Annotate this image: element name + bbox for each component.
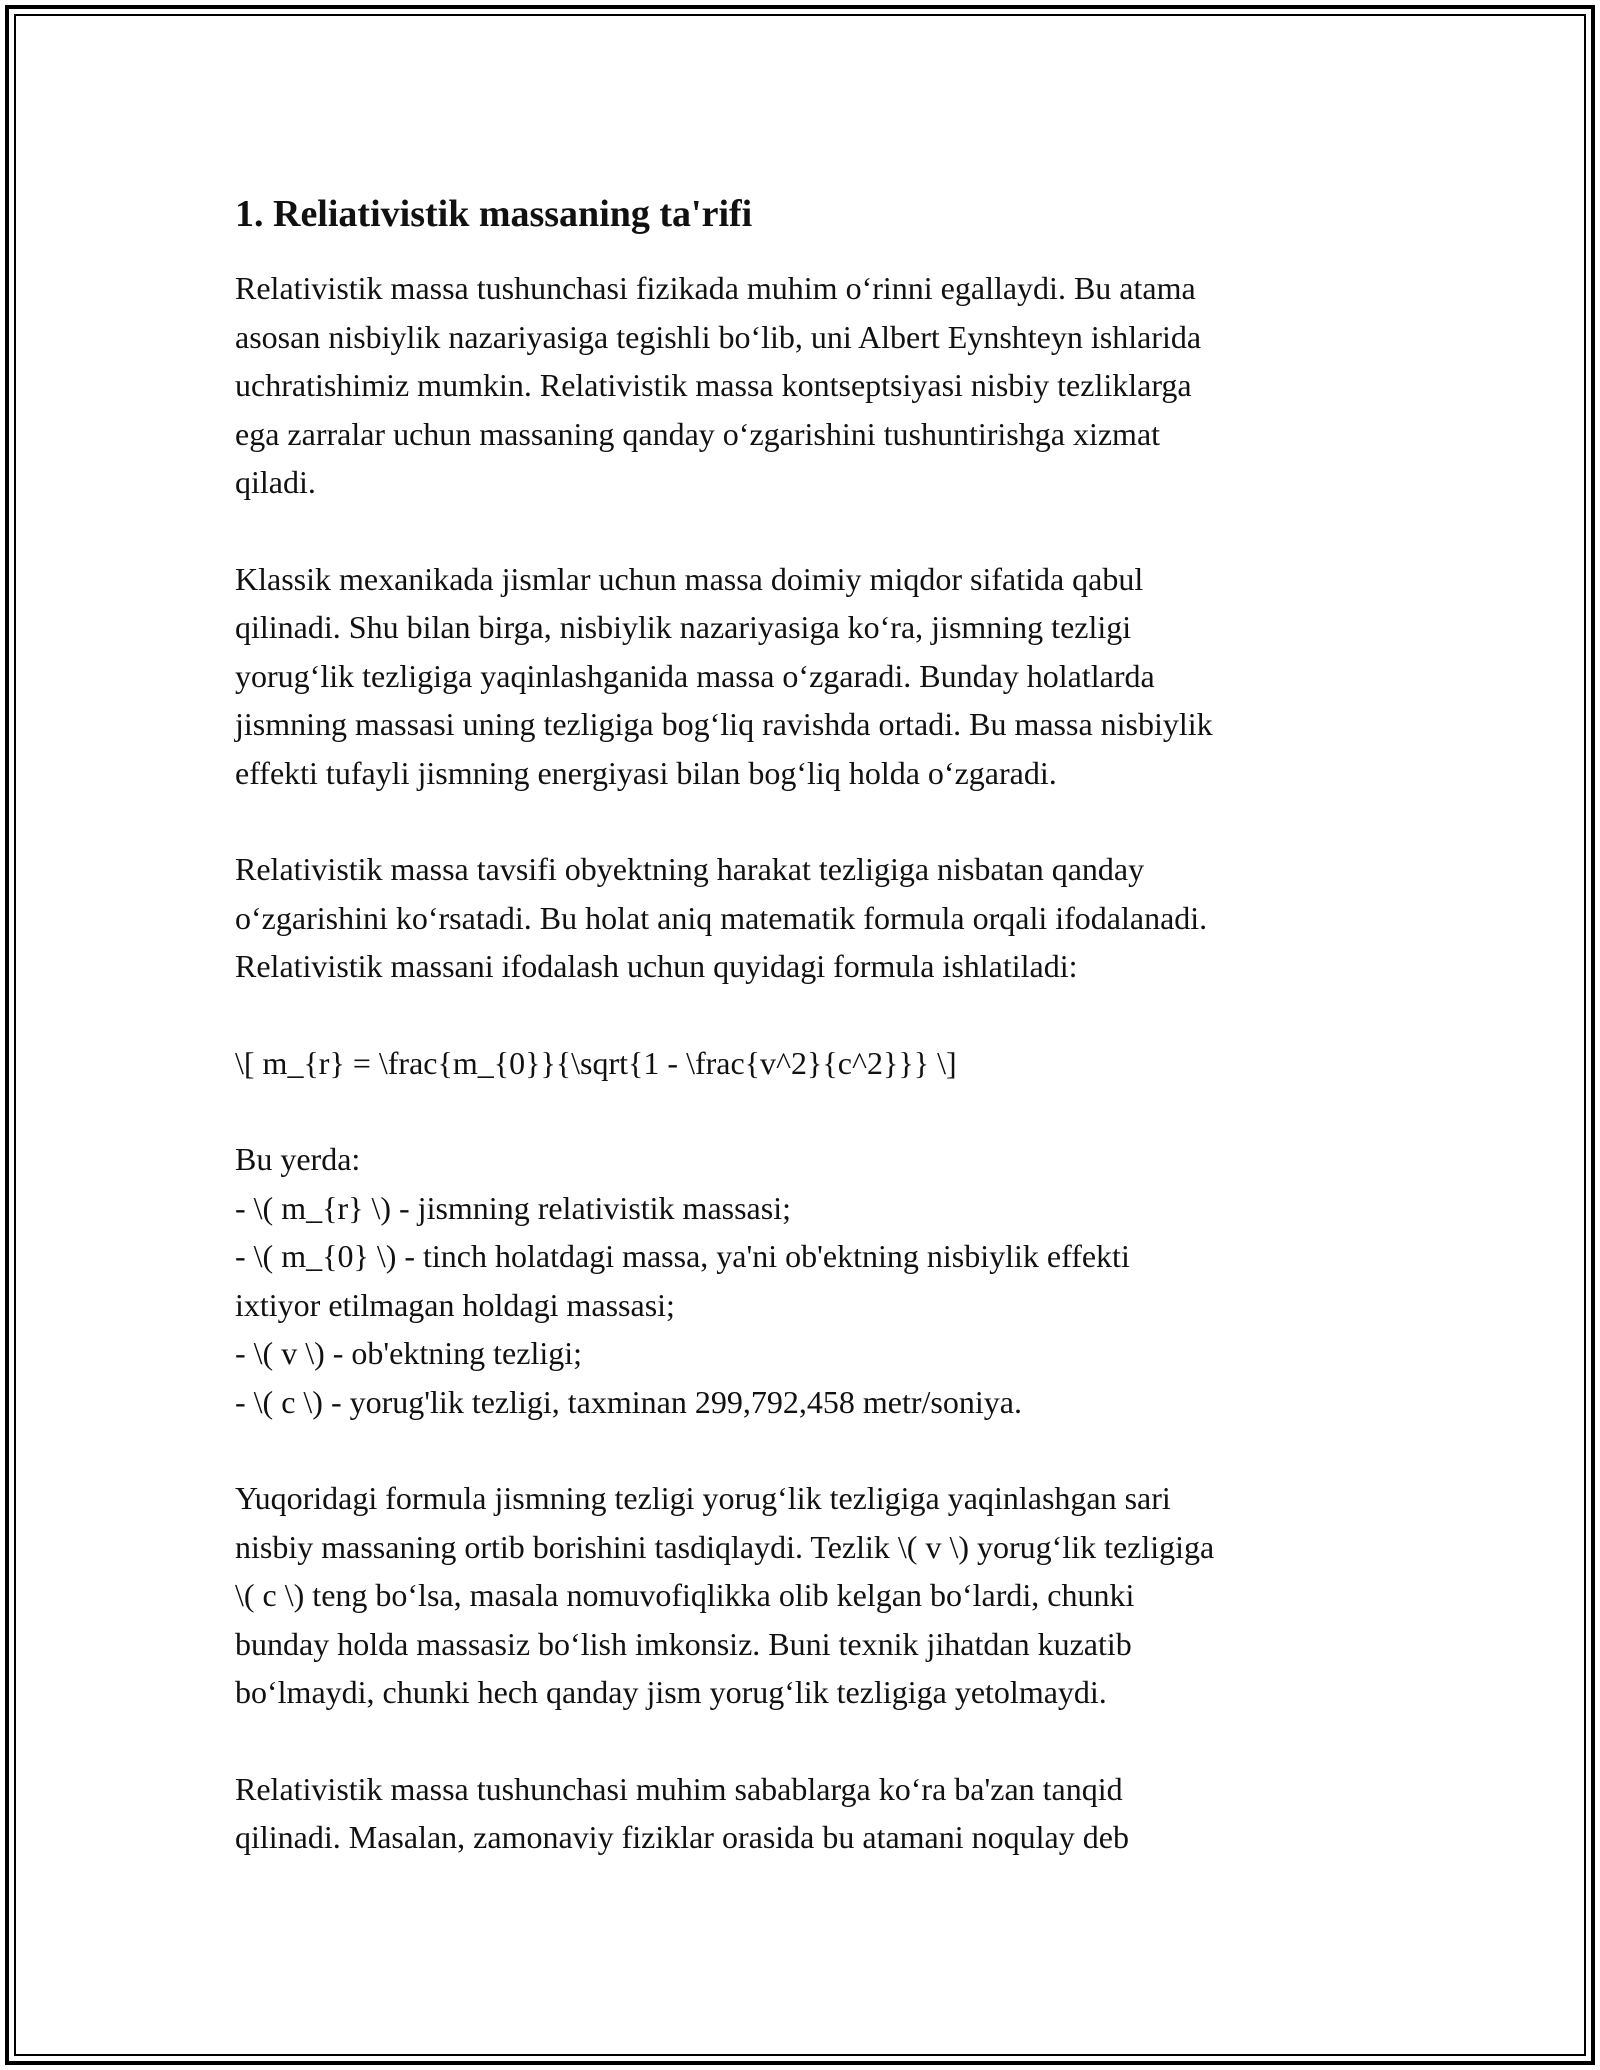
- paragraph-formula-intro: Relativistik massa tavsifi obyektning harakat tezligiga nisbatan qanday o‘zgarishini ko‘rsatadi. Bu holat aniq matematik formula orqali ifodalanadi. Relativistik massani ifodalash uchun quyidagi formula ishlatiladi:: [235, 851, 1208, 984]
- section-heading: 1. Reliativistik massaning ta'rifi: [235, 193, 753, 235]
- paragraph-formula-consequence: Yuqoridagi formula jismning tezligi yorug‘lik tezligiga yaqinlashgan sari nisbiy massaning ortib borishini tasdiqlaydi. Tezlik \( v \) yorug‘lik tezligiga \( c \) teng bo‘lsa, masala nomuvofiqlikka olib kelgan bo‘lardi, chunki bunday holda massasiz bo‘lish imkonsiz. Buni texnik jihatdan kuzatib bo‘lmaydi, chunki hech qanday jism yorug‘lik tezligiga yetolmaydi.: [235, 1480, 1215, 1710]
- paragraph-criticism: Relativistik massa tushunchasi muhim sabablarga ko‘ra ba'zan tanqid qilinadi. Masalan, zamonaviy fiziklar orasida bu atamani noqulay deb: [235, 1770, 1129, 1855]
- document-body: [235, 188, 1375, 1910]
- paragraph-intro: Relativistik massa tushunchasi fizikada muhim o‘rinni egallaydi. Bu atama asosan nisbiylik nazariyasiga tegishli bo‘lib, uni Albert Eynshteyn ishlarida uchratishimiz mumkin. Relativistik massa kontseptsiyasi nisbiy tezliklarga ega zarralar uchun massaning qanday o‘zgarishini tushuntirishga xizmat qiladi.: [235, 270, 1202, 500]
- formula-line: \[ m_{r} = \frac{m_{0}}{\sqrt{1 - \frac{v^2}{c^2}}} \]: [235, 1044, 957, 1081]
- paragraph-definitions: Bu yerda: - \( m_{r} \) - jismning relativistik massasi; - \( m_{0} \) - tinch holatdagi massa, ya'ni ob'ektning nisbiylik effekti ixtiyor etilmagan holdagi massasi; - \( v \) - ob'ektning tezligi; - \( c \) - yorug'lik tezligi, taxminan 299,792,458 metr/soniya.: [235, 1141, 1130, 1420]
- paragraph-classical-mechanics: Klassik mexanikada jismlar uchun massa doimiy miqdor sifatida qabul qilinadi. Shu bilan birga, nisbiylik nazariyasiga ko‘ra, jismning tezligi yorug‘lik tezligiga yaqinlashganida massa o‘zgaradi. Bunday holatlarda jismning massasi uning tezligiga bog‘liq ravishda ortadi. Bu massa nisbiylik effekti tufayli jismning energiyasi bilan bog‘liq holda o‘zgaradi.: [235, 560, 1213, 791]
